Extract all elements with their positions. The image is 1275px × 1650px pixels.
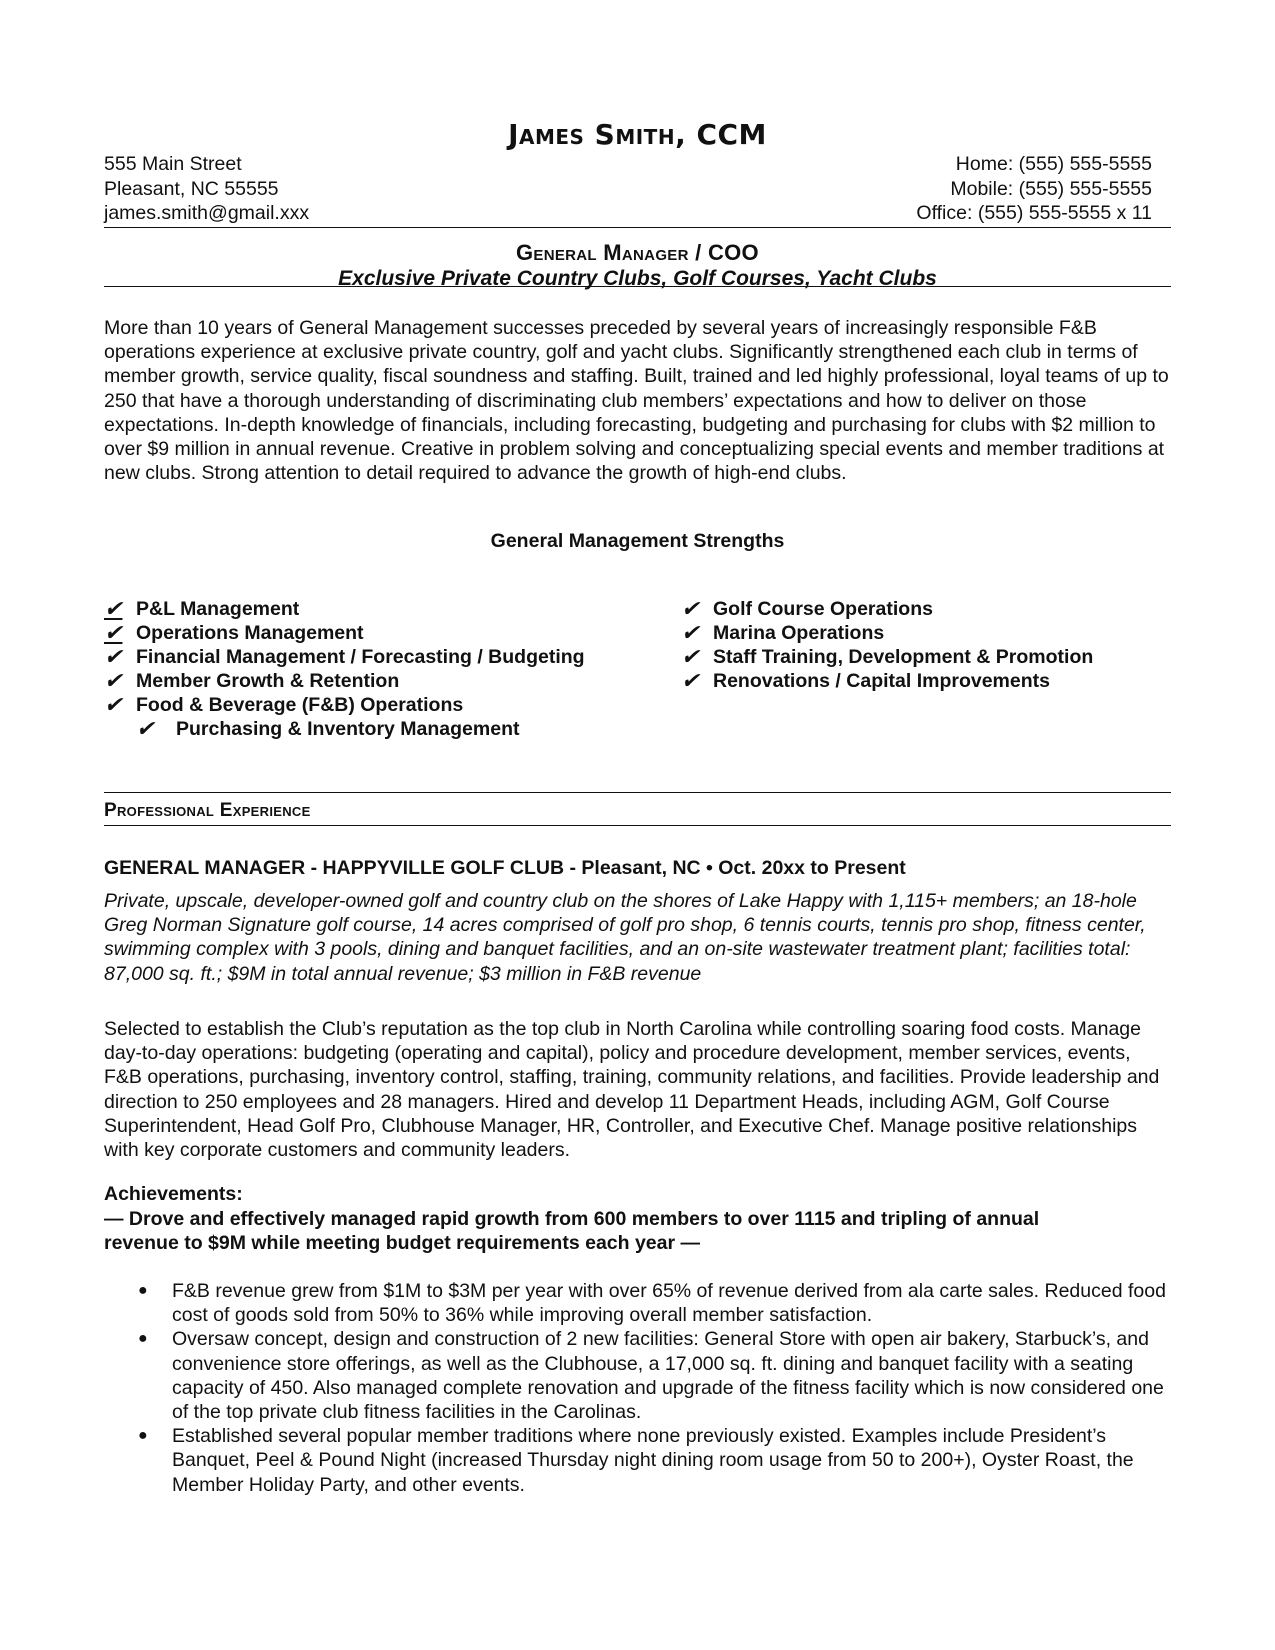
summary-paragraph: More than 10 years of General Management successes preceded by several years of increasingly responsible F&B operations experience at exclusive private country, golf and yacht clubs. Significantly strengthened each club in terms of member growth, service quality, fiscal soundness and staffing. Built, trained and led highly professional, loyal teams of up to 250 that have a thorough understanding of discriminating club members’ expectations and how to deliver on those expectations. In-depth knowledge of financials, including forecasting, budgeting and purchasing for clubs with $2 million to over $9 million in annual revenue. Creative in problem solving and conceptualizing special events and member traditions at new clubs. Strong attention to detail required to advance the growth of high-end clubs. bbox=[104, 317, 1169, 485]
checkmark-icon: ✔ bbox=[104, 668, 123, 693]
achievement-item: ● Established several popular member traditions where none previously existed. Examples include President’s Banquet, Peel & Pound Night (increased Thursday night dining room usage from 50 to 200+), Oyster Roast, the Member Holiday Party, and other events. bbox=[138, 1425, 1134, 1496]
checkmark-icon: ✔ bbox=[681, 620, 700, 645]
section-divider-bottom bbox=[104, 825, 1171, 826]
address-line-2: Pleasant, NC 55555 bbox=[104, 177, 279, 200]
strength-item: ✔ Golf Course Operations bbox=[681, 596, 933, 621]
strengths-title: General Management Strengths bbox=[490, 530, 785, 552]
strengths-list-left bbox=[104, 597, 585, 741]
achievements-list bbox=[104, 1279, 1171, 1497]
address-line-1: 555 Main Street bbox=[104, 153, 242, 175]
bullet-icon: ● bbox=[138, 1427, 148, 1445]
strength-item: ✔ Operations Management bbox=[104, 620, 364, 645]
strength-item: ✔ P&L Management bbox=[104, 596, 300, 621]
checkmark-icon: ✔ bbox=[681, 668, 700, 693]
checkmark-icon: ✔ bbox=[681, 644, 700, 669]
strengths-list-right bbox=[681, 597, 1093, 693]
strength-item: ✔ Marina Operations bbox=[681, 620, 885, 645]
contact-left bbox=[104, 152, 309, 226]
achievements-label: Achievements: bbox=[104, 1183, 243, 1205]
job-responsibilities: Selected to establish the Club’s reputation as the top club in North Carolina while controlling soaring food costs. Manage day-to-day operations: budgeting (operating and capital), policy and procedure development, member services, events, F&B operations, purchasing, inventory control, staffing, training, community relations, and facilities. Provide leadership and direction to 250 employees and 28 managers. Hired and develop 11 Department Heads, including AGM, Golf Course Superintendent, Head Golf Pro, Clubhouse Manager, HR, Controller, and Executive Chef. Manage positive relationships with key corporate customers and community leaders. bbox=[104, 1018, 1160, 1162]
achievements-headline: — Drove and effectively managed rapid growth from 600 members to over 1115 and tripling of annual revenue to $9M while meeting budget requirements each year — bbox=[104, 1208, 1040, 1255]
header-divider-top bbox=[104, 227, 1171, 228]
home-phone: Home: (555) 555-5555 bbox=[955, 153, 1152, 175]
strength-item: ✔ Staff Training, Development & Promotion bbox=[681, 644, 1094, 669]
headline-title: General Manager / COO bbox=[516, 240, 759, 265]
checkmark-icon: ✔ bbox=[104, 692, 123, 717]
mobile-phone: Mobile: (555) 555-5555 bbox=[950, 177, 1152, 200]
strength-item: ✔ Food & Beverage (F&B) Operations bbox=[104, 692, 464, 717]
strength-item: ✔ Member Growth & Retention bbox=[104, 668, 400, 693]
checkmark-icon: ✔ bbox=[104, 644, 123, 669]
section-divider-top bbox=[104, 792, 1171, 793]
achievement-item: ● Oversaw concept, design and construction of 2 new facilities: General Store with open air bakery, Starbuck’s, and convenience store offerings, as well as the Clubhouse, a 17,000 sq. ft. dining and banquet facility with a seating capacity of 450. Also managed complete renovation and upgrade of the fitness facility which is now considered one of the top private club fitness facilities in the Carolinas. bbox=[138, 1328, 1164, 1424]
checkmark-icon: ✔ bbox=[681, 596, 700, 621]
headline-tagline: Exclusive Private Country Clubs, Golf Courses, Yacht Clubs bbox=[338, 267, 937, 290]
checkmark-icon: ✔ bbox=[136, 716, 155, 741]
job-description: Private, upscale, developer-owned golf and country club on the shores of Lake Happy with 1,115+ members; an 18-hole Greg Norman Signature golf course, 14 acres comprised of golf pro shop, 6 tennis courts, tennis pro shop, fitness center, swimming complex with 3 pools, dining and banquet facilities, and an on-site wastewater treatment plant; facilities total: 87,000 sq. ft.; $9M in total annual revenue; $3 million in F&B revenue bbox=[104, 890, 1146, 985]
bullet-icon: ● bbox=[138, 1282, 148, 1299]
email-address: james.smith@gmail.xxx bbox=[104, 202, 310, 224]
candidate-name: James Smith, CCM bbox=[508, 118, 767, 151]
achievement-item: ● F&B revenue grew from $1M to $3M per year with over 65% of revenue derived from ala carte sales. Reduced food cost of goods sold from 50% to 36% while improving overall member satisfaction. bbox=[138, 1280, 1166, 1327]
section-title-experience: Professional Experience bbox=[104, 800, 311, 821]
contact-right bbox=[916, 152, 1152, 226]
strength-item: ✔ Financial Management / Forecasting / Budgeting bbox=[104, 644, 585, 669]
office-phone: Office: (555) 555-5555 x 11 bbox=[916, 202, 1152, 224]
strength-item: ✔ Renovations / Capital Improvements bbox=[681, 668, 1050, 693]
strength-subitem: ✔ Purchasing & Inventory Management bbox=[136, 716, 520, 741]
checkmark-icon: ✔ bbox=[104, 620, 123, 645]
bullet-icon: ● bbox=[138, 1330, 148, 1348]
checkmark-icon: ✔ bbox=[104, 596, 123, 621]
header-divider-bottom bbox=[104, 286, 1171, 287]
job-title: GENERAL MANAGER - HAPPYVILLE GOLF CLUB - Pleasant, NC • Oct. 20xx to Present bbox=[104, 857, 906, 879]
